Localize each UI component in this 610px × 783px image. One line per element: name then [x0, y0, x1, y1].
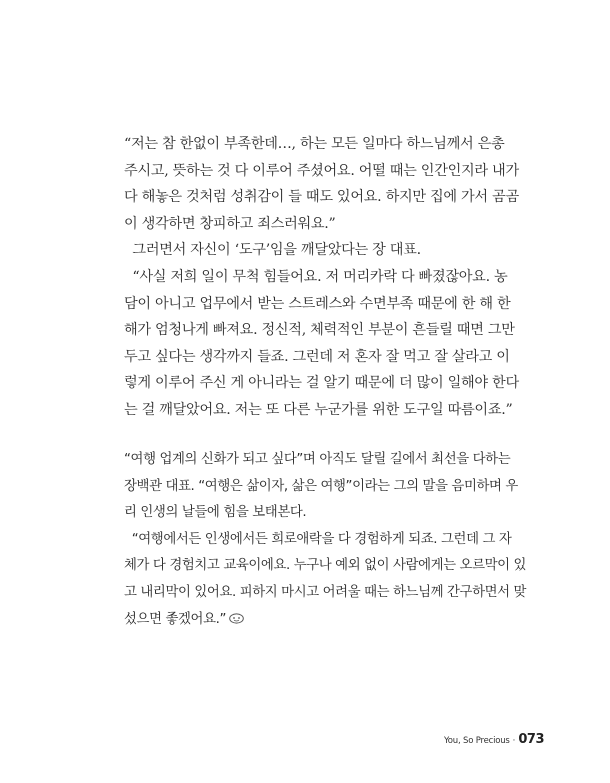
text-line: 다 해놓은 것처럼 성취감이 들 때도 있어요. 하지만 집에 가서 곰곰	[124, 189, 519, 206]
text-line: 이 생각하면 창피하고 죄스러워요.”	[124, 215, 336, 232]
text-line: 그러면서 자신이 ‘도구’임을 깨달았다는 장 대표.	[124, 242, 421, 259]
text-line: “여행 업계의 신화가 되고 싶다”며 아직도 달릴 길에서 최선을 다하는	[124, 452, 511, 467]
text-line: 두고 싶다는 생각까지 들죠. 그런데 저 혼자 잘 먹고 잘 살라고 이	[124, 348, 510, 365]
closing-section	[124, 447, 536, 633]
text-line: “여행에서든 인생에서든 희로애락을 다 경험하게 되죠. 그런데 그 자	[124, 531, 512, 547]
page-footer	[444, 732, 544, 747]
text-line: 주시고, 뜻하는 것 다 이루어 주셨어요. 어떨 때는 인간인지라 내가	[124, 162, 519, 179]
last-text-line	[124, 607, 536, 634]
text-line: 체가 다 경험치고 교육이에요. 누구나 예외 없이 사람에게는 오르막이 있	[124, 558, 527, 574]
text-line: 는 걸 깨달았어요. 저는 또 다른 누군가를 위한 도구일 따름이죠.”	[124, 401, 513, 418]
text-line: 해가 엄청나게 빠져요. 정신적, 체력적인 부분이 흔들릴 때면 그만	[124, 322, 515, 339]
text-line: “저는 참 한없이 부족한데…, 하는 모든 일마다 하느님께서 은총	[124, 136, 505, 152]
text-line-content: 섰으면 좋겠어요.”	[124, 611, 226, 627]
text-line: 리 인생의 날들에 힘을 보태본다.	[124, 505, 307, 521]
text-line: 고 내리막이 있어요. 피하지 마시고 어려울 때는 하느님께 간구하면서 맞	[124, 584, 527, 600]
text-line: 렇게 이루어 주신 게 아니라는 걸 알기 때문에 더 많이 일해야 한다	[124, 375, 519, 392]
footer-separator: ·	[512, 736, 516, 746]
footer-title: You, So Precious	[443, 736, 510, 746]
end-mark-icon	[229, 608, 244, 619]
page-number: 073	[518, 732, 544, 747]
text-line: 장백관 대표. “여행은 삶이자, 삶은 여행”이라는 그의 말을 음미하며 우	[124, 478, 518, 494]
text-line: 담이 아니고 업무에서 받는 스트레스와 수면부족 때문에 한 해 한	[124, 295, 511, 312]
interview-quote-section	[124, 131, 536, 424]
text-line: “사실 저희 일이 무척 힘들어요. 저 머리카락 다 빠졌잖아요. 농	[124, 268, 508, 285]
